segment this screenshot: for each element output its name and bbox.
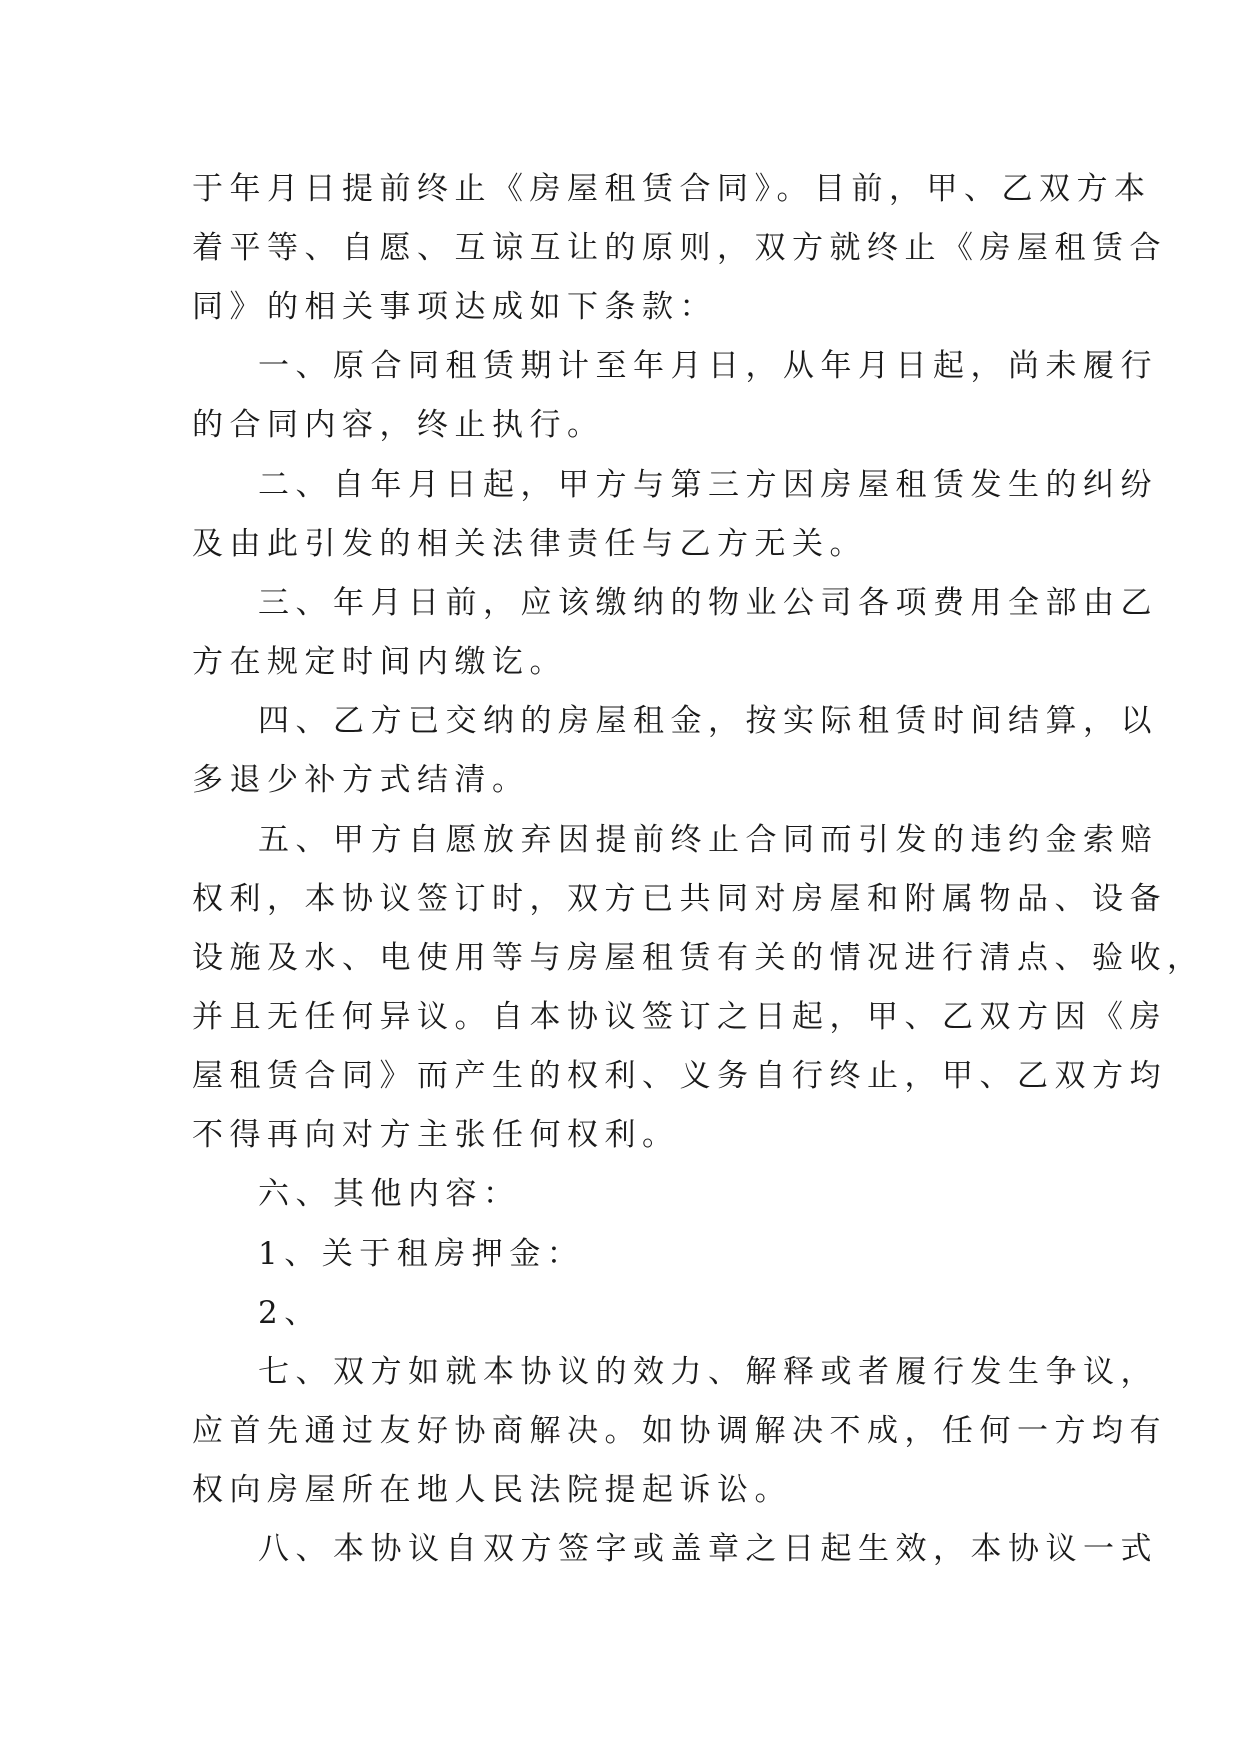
clause-8: 八、本协议自双方签字或盖章之日起生效，本协议一式: [258, 1531, 1158, 1567]
text-line: 不得再向对方主张任何权利。: [192, 1117, 680, 1153]
clause-2: 二、自年月日起，甲方与第三方因房屋租赁发生的纠纷: [258, 467, 1158, 503]
sub-item-1: 1、关于租房押金：: [258, 1236, 585, 1272]
sub-item-2: 2、: [258, 1295, 322, 1331]
clause-1: 一、原合同租赁期计至年月日，从年月日起，尚未履行: [258, 348, 1158, 384]
text-line: 于年月日提前终止《房屋租赁合同》。目前，甲、乙双方本: [192, 171, 1152, 207]
text-line: 屋租赁合同》而产生的权利、义务自行终止，甲、乙双方均: [192, 1058, 1167, 1094]
text-line: 权利，本协议签订时，双方已共同对房屋和附属物品、设备: [192, 881, 1167, 917]
text-line: 方在规定时间内缴讫。: [192, 644, 567, 680]
text-line: 应首先通过友好协商解决。如协调解决不成，任何一方均有: [192, 1413, 1167, 1449]
text-line: 设施及水、电使用等与房屋租赁有关的情况进行清点、验收，: [192, 940, 1205, 976]
clause-7: 七、双方如就本协议的效力、解释或者履行发生争议，: [258, 1354, 1158, 1390]
text-line: 权向房屋所在地人民法院提起诉讼。: [192, 1472, 792, 1508]
clause-3: 三、年月日前，应该缴纳的物业公司各项费用全部由乙: [258, 585, 1158, 621]
text-line: 及由此引发的相关法律责任与乙方无关。: [192, 526, 867, 562]
text-line: 着平等、自愿、互谅互让的原则，双方就终止《房屋租赁合: [192, 230, 1167, 266]
clause-5: 五、甲方自愿放弃因提前终止合同而引发的违约金索赔: [258, 822, 1158, 858]
clause-4: 四、乙方已交纳的房屋租金，按实际租赁时间结算，以: [258, 703, 1158, 739]
text-line: 同》的相关事项达成如下条款：: [192, 289, 717, 325]
text-line: 多退少补方式结清。: [192, 762, 530, 798]
text-line: 并且无任何异议。自本协议签订之日起，甲、乙双方因《房: [192, 999, 1167, 1035]
clause-6: 六、其他内容：: [258, 1176, 521, 1212]
text-line: 的合同内容，终止执行。: [192, 407, 605, 443]
